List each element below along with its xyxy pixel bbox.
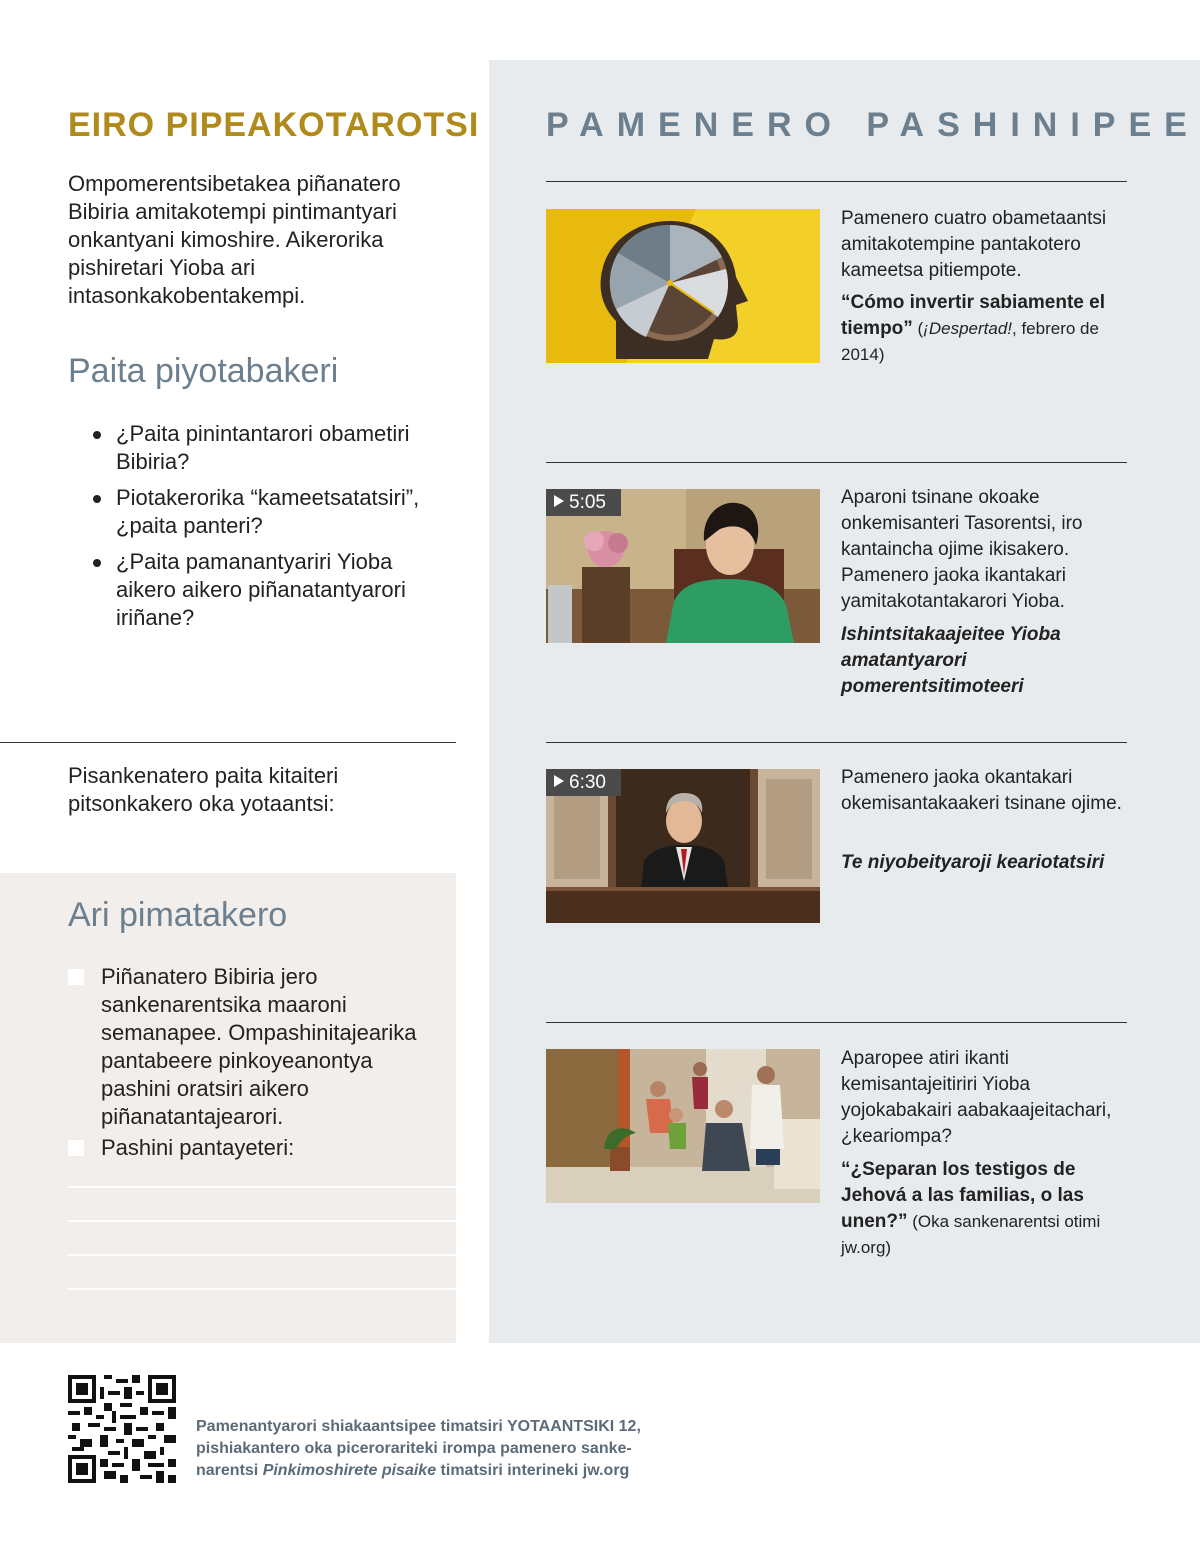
bullet-icon <box>93 495 101 503</box>
item-description: Pamenero cuatro obametaantsi amitakotempine pantakotero kameetsa pitiempote. <box>841 208 1107 281</box>
video-title-link[interactable]: Te niyobeityaroji keariotatsiri <box>841 852 1105 873</box>
video-title-link[interactable]: Ishintsitakaajeitee Yioba amatantyarori pomerentsitimoteeri <box>841 624 1061 697</box>
item-description: Pamenero jaoka okantakari okemisantakaakeri tsinane ojime. <box>841 767 1122 814</box>
divider <box>546 181 1127 182</box>
write-line[interactable] <box>68 1220 456 1222</box>
next-visit-prompt: Pisankenatero paita kitaiteri pitsonkakero oka yotaantsi: <box>68 763 339 816</box>
write-line[interactable] <box>68 1186 456 1188</box>
play-icon <box>554 775 564 787</box>
write-line[interactable] <box>68 1254 456 1256</box>
divider <box>546 1022 1127 1023</box>
checkbox-icon[interactable] <box>68 1140 84 1156</box>
todo-text: Pashini pantayeteri: <box>101 1135 295 1160</box>
intro-paragraph: Ompomerentsibetakea piñanatero Bibiria amitakotempi pintimantyari onkantyani kimoshire. Aikerorika pishiretari Yioba ari intasonkakobentakempi. <box>68 171 401 308</box>
bullet-icon <box>93 431 101 439</box>
video-thumbnail[interactable] <box>546 769 820 923</box>
item-description: Aparopee atiri ikanti kemisantajeitiriri Yioba yojokabakairi aabakaajeitachari, ¿keariompa? <box>841 1048 1112 1147</box>
footer-line: narentsi Pinkimoshirete pisaike timatsiri interineki jw.org <box>196 1462 630 1479</box>
footer-line: Pamenantyarori shiakaantsipee timatsiri YOTAANTSIKI 12, <box>196 1418 641 1435</box>
article-title[interactable]: “¿Separan los testigos de Jehová a las familias, o las unen?” <box>841 1159 1084 1232</box>
family-welcome-photo <box>546 1049 820 1203</box>
write-line[interactable] <box>68 1288 456 1290</box>
section-title: EIRO PIPEAKOTAROTSI <box>68 106 480 144</box>
article-thumbnail[interactable] <box>546 209 820 363</box>
play-icon <box>554 495 564 507</box>
head-clock-illustration <box>546 209 820 363</box>
checkbox-icon[interactable] <box>68 969 84 985</box>
video-duration-badge: 6:30 <box>546 769 621 796</box>
publication-name: Pinkimoshirete pisaike <box>262 1462 437 1479</box>
list-item <box>90 420 450 476</box>
item-description: Aparoni tsinane okoake onkemisanteri Tasorentsi, iro kantaincha ojime ikisakero. Pamenero jaoka ikantakari yamitakotantakarori Yioba. <box>841 487 1083 612</box>
resources-title: PAMENERO PASHINIPEE <box>546 106 1200 144</box>
divider <box>546 742 1127 743</box>
footer-note <box>196 1416 716 1482</box>
todo-text: Piñanatero Bibiria jero sankenarentsika maaroni semanapee. Ompashinitajearika pantabeere pinkoyeanontya pashini oratsiri aikero piñanatantajearori. <box>101 964 417 1129</box>
video-duration-badge: 5:05 <box>546 489 621 516</box>
todo-item-read-bible <box>68 963 428 1131</box>
question-text: ¿Paita pamanantyariri Yioba aikero aikero piñanatantyarori iriñane? <box>116 549 406 630</box>
todo-heading: Ari pimatakero <box>68 896 288 934</box>
website-link[interactable]: timatsiri interineki jw.org <box>436 1462 630 1479</box>
question-text: ¿Paita pinintantarori obametiri Bibiria? <box>116 421 410 474</box>
divider <box>546 462 1127 463</box>
list-item <box>90 484 450 540</box>
bullet-icon <box>93 559 101 567</box>
footer-line: pishiakantero oka picerorariteki irompa pamenero sanke- <box>196 1440 632 1457</box>
magazine-name: ¡Despertad! <box>923 319 1012 338</box>
divider <box>0 742 456 743</box>
question-text: Piotakerorika “kameetsatatsiri”, ¿paita panteri? <box>116 485 420 538</box>
article-citation[interactable]: “¿Separan los testigos de Jehová a las familias, o las unen?” (Oka sankenarentsi otimi jw.org) <box>841 1159 1101 1257</box>
article-title[interactable]: “Cómo invertir sabiamente el tiempo” <box>841 292 1105 339</box>
questions-list <box>90 420 450 640</box>
questions-heading: Paita piyotabakeri <box>68 352 339 390</box>
article-citation[interactable]: “Cómo invertir sabiamente el tiempo” (¡Despertad!, febrero de 2014) <box>841 292 1105 364</box>
article-thumbnail[interactable] <box>546 1049 820 1203</box>
list-item <box>90 548 450 632</box>
video-thumbnail[interactable] <box>546 489 820 643</box>
todo-item-other <box>68 1134 428 1162</box>
qr-code-icon[interactable] <box>68 1375 176 1483</box>
